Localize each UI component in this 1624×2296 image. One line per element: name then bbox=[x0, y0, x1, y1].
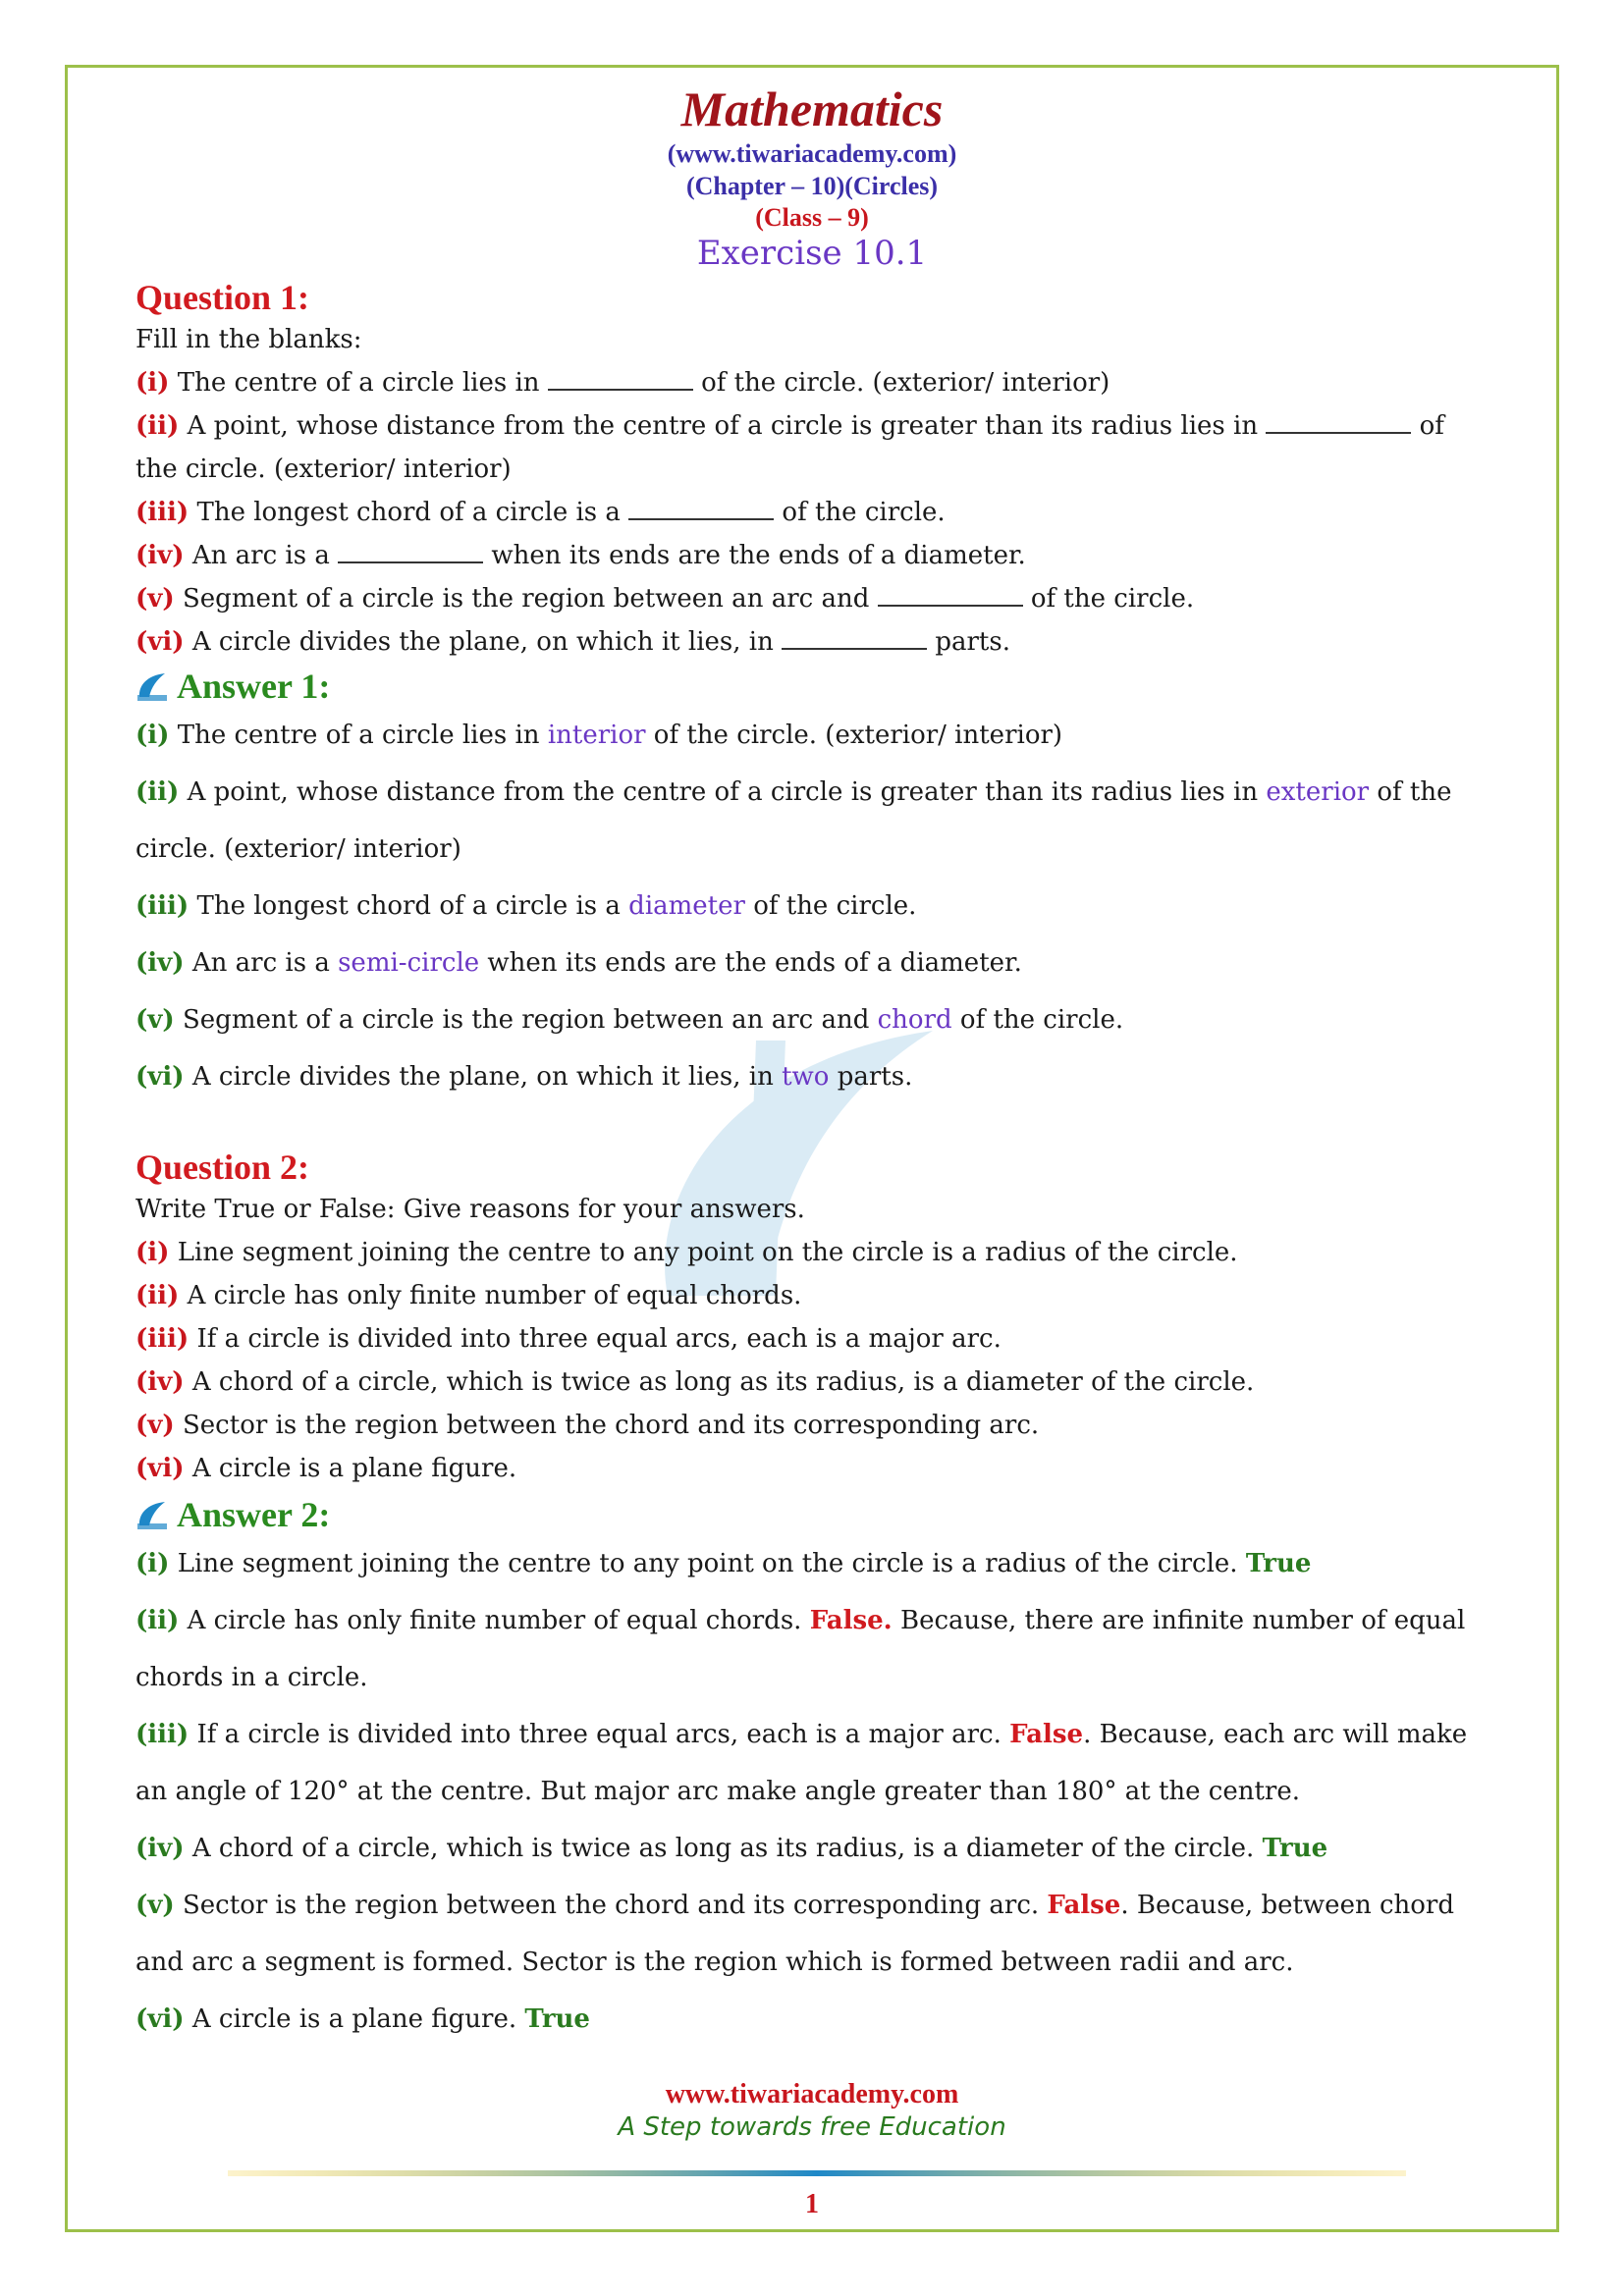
item-label: (vi) bbox=[135, 2004, 185, 2034]
question-1-item bbox=[135, 491, 1490, 534]
header-chapter: (Chapter – 10)(Circles) bbox=[685, 172, 939, 200]
item-label: (ii) bbox=[135, 1606, 180, 1635]
item-label: (i) bbox=[135, 368, 170, 398]
item-text: Line segment joining the centre to any point on the circle is a radius of the circle. bbox=[169, 1238, 1238, 1267]
item-text: If a circle is divided into three equal arcs, each is a major arc. bbox=[189, 1324, 1001, 1354]
item-label: (v) bbox=[135, 1411, 175, 1440]
filled-answer: semi-circle bbox=[338, 948, 480, 978]
item-label: (iii) bbox=[135, 1324, 189, 1354]
item-text: A circle divides the plane, on which it lies, in bbox=[184, 1062, 783, 1092]
footer-divider bbox=[228, 2170, 1406, 2176]
question-1-items bbox=[135, 361, 1490, 664]
item-label: (v) bbox=[135, 1005, 175, 1035]
answer-1-item bbox=[135, 991, 1490, 1048]
item-text: A chord of a circle, which is twice as long as its radius, is a diameter of the circle. bbox=[184, 1367, 1255, 1397]
answer-2-items bbox=[135, 1535, 1490, 2048]
page-title: Mathematics bbox=[680, 81, 944, 136]
answer-2-item bbox=[135, 1592, 1490, 1706]
answer-2-item bbox=[135, 1535, 1490, 1592]
question-1-heading: Question 1: bbox=[135, 278, 310, 317]
item-text: A circle has only finite number of equal chords. bbox=[179, 1281, 802, 1310]
item-label: (vi) bbox=[135, 1062, 185, 1092]
item-label: (iii) bbox=[135, 891, 189, 921]
question-1-item bbox=[135, 404, 1490, 491]
item-label: (iv) bbox=[135, 541, 185, 570]
answer-1-item bbox=[135, 1048, 1490, 1105]
blank-line bbox=[548, 369, 693, 391]
question-2-item bbox=[135, 1361, 1490, 1404]
item-text: A circle has only finite number of equal chords. bbox=[179, 1606, 810, 1635]
blank-line bbox=[628, 499, 774, 520]
blank-line bbox=[1266, 412, 1411, 434]
answer-2-item bbox=[135, 1820, 1490, 1877]
item-text: An arc is a bbox=[184, 948, 339, 978]
item-label: (i) bbox=[135, 1238, 170, 1267]
footer-tagline: A Step towards free Education bbox=[618, 2112, 1006, 2142]
header-site: (www.tiwariacademy.com) bbox=[667, 139, 957, 168]
item-text: The centre of a circle lies in bbox=[169, 721, 548, 750]
question-1-item bbox=[135, 361, 1490, 404]
item-label: (ii) bbox=[135, 411, 180, 441]
filled-answer: diameter bbox=[628, 891, 745, 921]
answer-2-item bbox=[135, 1706, 1490, 1820]
question-1-block bbox=[135, 277, 1490, 664]
verdict: False. bbox=[809, 1606, 893, 1635]
item-label: (iii) bbox=[135, 498, 189, 527]
question-2-item bbox=[135, 1274, 1490, 1317]
answer-1-heading-row bbox=[135, 666, 1490, 707]
verdict: True bbox=[1245, 1549, 1312, 1578]
item-text: If a circle is divided into three equal arcs, each is a major arc. bbox=[189, 1720, 1010, 1749]
item-text: The longest chord of a circle is a bbox=[189, 891, 629, 921]
answer-1-item bbox=[135, 764, 1490, 878]
tiwari-leaf-icon bbox=[135, 669, 169, 703]
item-label: (i) bbox=[135, 721, 170, 750]
filled-answer: exterior bbox=[1266, 777, 1370, 807]
verdict: True bbox=[524, 2004, 590, 2034]
question-1-intro: Fill in the blanks: bbox=[135, 325, 362, 354]
question-2-item bbox=[135, 1404, 1490, 1447]
answer-2-item bbox=[135, 1877, 1490, 1991]
answer-2-heading-row bbox=[135, 1494, 1490, 1535]
item-text: when its ends are the ends of a diameter. bbox=[479, 948, 1022, 978]
item-label: (iv) bbox=[135, 948, 185, 978]
reason-text: . Because, each arc will make an angle of 120° at the centre. But major arc make angle greater than 180° at the centre. bbox=[135, 1720, 1468, 1806]
item-text: Sector is the region between the chord and its corresponding arc. bbox=[174, 1891, 1048, 1920]
item-text: Line segment joining the centre to any point on the circle is a radius of the circle. bbox=[169, 1549, 1246, 1578]
reason-text: Because, there are infinite number of equal chords in a circle. bbox=[135, 1606, 1466, 1692]
item-label: (vi) bbox=[135, 627, 185, 657]
page-number: 1 bbox=[805, 2189, 819, 2219]
verdict: False bbox=[1009, 1720, 1084, 1749]
item-text: of the circle. (exterior/ interior) bbox=[645, 721, 1063, 750]
item-text: Segment of a circle is the region between an arc and bbox=[174, 1005, 878, 1035]
filled-answer: interior bbox=[547, 721, 646, 750]
item-label: (ii) bbox=[135, 777, 180, 807]
filled-answer: two bbox=[782, 1062, 830, 1092]
answer-1-heading: Answer 1: bbox=[177, 667, 331, 706]
item-text: A point, whose distance from the centre of a circle is greater than its radius lies in bbox=[179, 777, 1267, 807]
question-1-item bbox=[135, 620, 1490, 664]
answer-2-heading: Answer 2: bbox=[177, 1495, 331, 1534]
item-text: Segment of a circle is the region between an arc and bbox=[174, 584, 878, 614]
question-2-item bbox=[135, 1317, 1490, 1361]
question-2-intro: Write True or False: Give reasons for your answers. bbox=[135, 1195, 805, 1224]
item-text: parts. bbox=[927, 627, 1010, 657]
item-label: (v) bbox=[135, 1891, 175, 1920]
item-text: of the circle. (exterior/ interior) bbox=[135, 777, 1452, 864]
question-2-block bbox=[135, 1147, 1490, 1490]
answer-1-item bbox=[135, 707, 1490, 764]
item-text: A circle divides the plane, on which it lies, in bbox=[184, 627, 783, 657]
answer-2-block bbox=[135, 1494, 1490, 2048]
item-label: (v) bbox=[135, 584, 175, 614]
item-text: A point, whose distance from the centre of a circle is greater than its radius lies in bbox=[179, 411, 1267, 441]
item-label: (iii) bbox=[135, 1720, 189, 1749]
answer-1-block bbox=[135, 666, 1490, 1105]
tiwari-leaf-icon bbox=[135, 1498, 169, 1531]
exercise-title: Exercise 10.1 bbox=[696, 234, 928, 273]
filled-answer: chord bbox=[877, 1005, 952, 1035]
item-text: of the circle. bbox=[744, 891, 917, 921]
verdict: False bbox=[1047, 1891, 1121, 1920]
blank-line bbox=[338, 542, 483, 563]
item-text: of the circle. (exterior/ interior) bbox=[135, 411, 1444, 484]
answer-1-item bbox=[135, 878, 1490, 934]
answer-1-item bbox=[135, 934, 1490, 991]
item-text: Sector is the region between the chord and its corresponding arc. bbox=[174, 1411, 1040, 1440]
question-2-heading: Question 2: bbox=[135, 1148, 310, 1187]
question-2-item bbox=[135, 1447, 1490, 1490]
item-text: A chord of a circle, which is twice as long as its radius, is a diameter of the circle. bbox=[184, 1834, 1263, 1863]
question-1-item bbox=[135, 534, 1490, 577]
question-2-items bbox=[135, 1231, 1490, 1490]
item-text: of the circle. bbox=[1022, 584, 1195, 614]
blank-line bbox=[878, 585, 1023, 607]
item-text: of the circle. (exterior/ interior) bbox=[692, 368, 1110, 398]
item-text: of the circle. bbox=[774, 498, 946, 527]
reason-text: . Because, between chord and arc a segment is formed. Sector is the region which is formed between radii and arc. bbox=[135, 1891, 1454, 1977]
answer-1-items bbox=[135, 707, 1490, 1105]
item-text: when its ends are the ends of a diameter. bbox=[483, 541, 1026, 570]
item-label: (i) bbox=[135, 1549, 170, 1578]
item-label: (iv) bbox=[135, 1834, 185, 1863]
item-text: A circle is a plane figure. bbox=[184, 1454, 517, 1483]
item-label: (iv) bbox=[135, 1367, 185, 1397]
answer-2-item bbox=[135, 1991, 1490, 2048]
footer-site-link[interactable]: www.tiwariacademy.com bbox=[665, 2079, 959, 2109]
item-text: An arc is a bbox=[184, 541, 339, 570]
item-text: of the circle. bbox=[951, 1005, 1124, 1035]
question-2-item bbox=[135, 1231, 1490, 1274]
header-class: (Class – 9) bbox=[755, 203, 869, 232]
item-label: (ii) bbox=[135, 1281, 180, 1310]
item-text: The longest chord of a circle is a bbox=[189, 498, 629, 527]
question-1-item bbox=[135, 577, 1490, 620]
item-label: (vi) bbox=[135, 1454, 185, 1483]
blank-line bbox=[782, 628, 927, 650]
item-text: The centre of a circle lies in bbox=[169, 368, 548, 398]
item-text: parts. bbox=[829, 1062, 913, 1092]
verdict: True bbox=[1262, 1834, 1328, 1863]
item-text: A circle is a plane figure. bbox=[184, 2004, 525, 2034]
